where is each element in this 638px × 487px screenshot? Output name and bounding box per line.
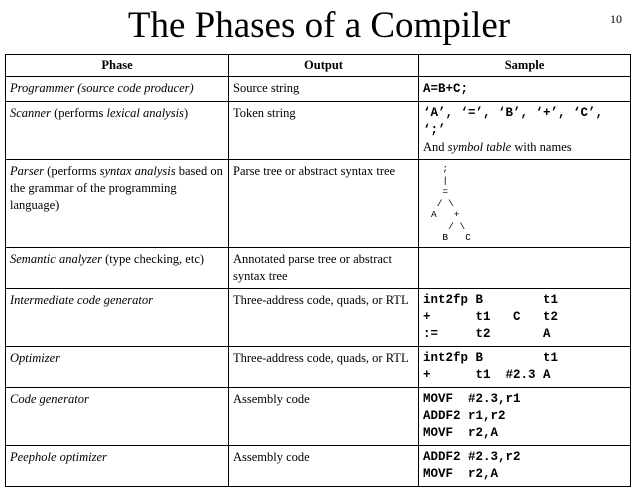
output-cell: Assembly code: [229, 387, 419, 445]
sample-cell: [419, 346, 631, 387]
output-cell: Token string: [229, 102, 419, 160]
sample-cell: [419, 387, 631, 445]
phase-cell: [6, 387, 229, 445]
sample-cell: [419, 445, 631, 486]
phase-cell: [6, 346, 229, 387]
output-cell: Annotated parse tree or abstract syntax tree: [229, 247, 419, 288]
sample-code: MOVF #2.3,r1 ADDF2 r1,r2 MOVF r2,A: [423, 391, 521, 440]
sample-source: A=B+C;: [423, 82, 469, 96]
table-row: [6, 247, 631, 288]
phase-cell: [6, 102, 229, 160]
table-header-row: [6, 55, 631, 77]
phase-text: (type checking, etc): [102, 251, 205, 266]
sample-code: int2fp B t1 + t1 C t2 := t2 A: [423, 292, 559, 341]
phase-text: ): [183, 106, 189, 120]
phases-table: [5, 54, 631, 487]
sample-tokens: ‘A’, ‘=’, ‘B’, ‘+’, ‘C’, ‘;’: [423, 106, 604, 137]
note-text: with names: [511, 140, 572, 154]
phase-cell: [6, 160, 229, 248]
sample-cell: [419, 77, 631, 102]
phase-name: Semantic analyzer: [10, 251, 102, 266]
table-row: [6, 346, 631, 387]
phase-italic: lexical analysis: [106, 106, 184, 120]
header-sample: Sample: [419, 55, 631, 77]
slide-number: 10: [610, 12, 622, 26]
phase-text: (performs: [44, 164, 100, 178]
phase-cell: [6, 77, 229, 102]
header-phase: Phase: [6, 55, 229, 77]
parse-tree: ; | = / \ A + / \ B C: [431, 163, 471, 243]
sample-note: [423, 139, 626, 156]
note-italic: symbol table: [447, 140, 512, 154]
phase-cell: [6, 247, 229, 288]
phase-name: Programmer: [10, 81, 75, 95]
sample-code: ADDF2 #2.3,r2 MOVF r2,A: [423, 449, 521, 481]
phase-note: (source code producer): [74, 81, 194, 95]
output-cell: Assembly code: [229, 445, 419, 486]
phase-italic: syntax analysis: [99, 164, 176, 178]
phase-name: Parser: [10, 164, 45, 178]
table-row: [6, 77, 631, 102]
note-text: And: [423, 140, 448, 154]
phase-cell: [6, 288, 229, 346]
output-cell: Parse tree or abstract syntax tree: [229, 160, 419, 248]
sample-code: int2fp B t1 + t1 #2.3 A: [423, 350, 559, 382]
output-cell: Three-address code, quads, or RTL: [229, 288, 419, 346]
output-cell: Three-address code, quads, or RTL: [229, 346, 419, 387]
table-row: [6, 445, 631, 486]
table-row: [6, 288, 631, 346]
phase-name: Code generator: [10, 391, 89, 406]
sample-cell: [419, 102, 631, 160]
phase-text: based on the grammar of the programming language): [10, 164, 223, 212]
phase-name: Optimizer: [10, 350, 60, 365]
table-row: [6, 102, 631, 160]
output-cell: Source string: [229, 77, 419, 102]
header-output: Output: [229, 55, 419, 77]
phase-name: Intermediate code generator: [10, 292, 154, 307]
table-row: [6, 160, 631, 248]
phase-cell: [6, 445, 229, 486]
table-row: [6, 387, 631, 445]
phase-text: (performs: [50, 106, 107, 120]
sample-cell: [419, 247, 631, 288]
sample-cell: [419, 160, 631, 248]
slide-title: The Phases of a Compiler: [127, 5, 511, 46]
sample-cell: [419, 288, 631, 346]
phase-name: Peephole optimizer: [10, 449, 107, 464]
phase-name: Scanner: [10, 106, 51, 120]
